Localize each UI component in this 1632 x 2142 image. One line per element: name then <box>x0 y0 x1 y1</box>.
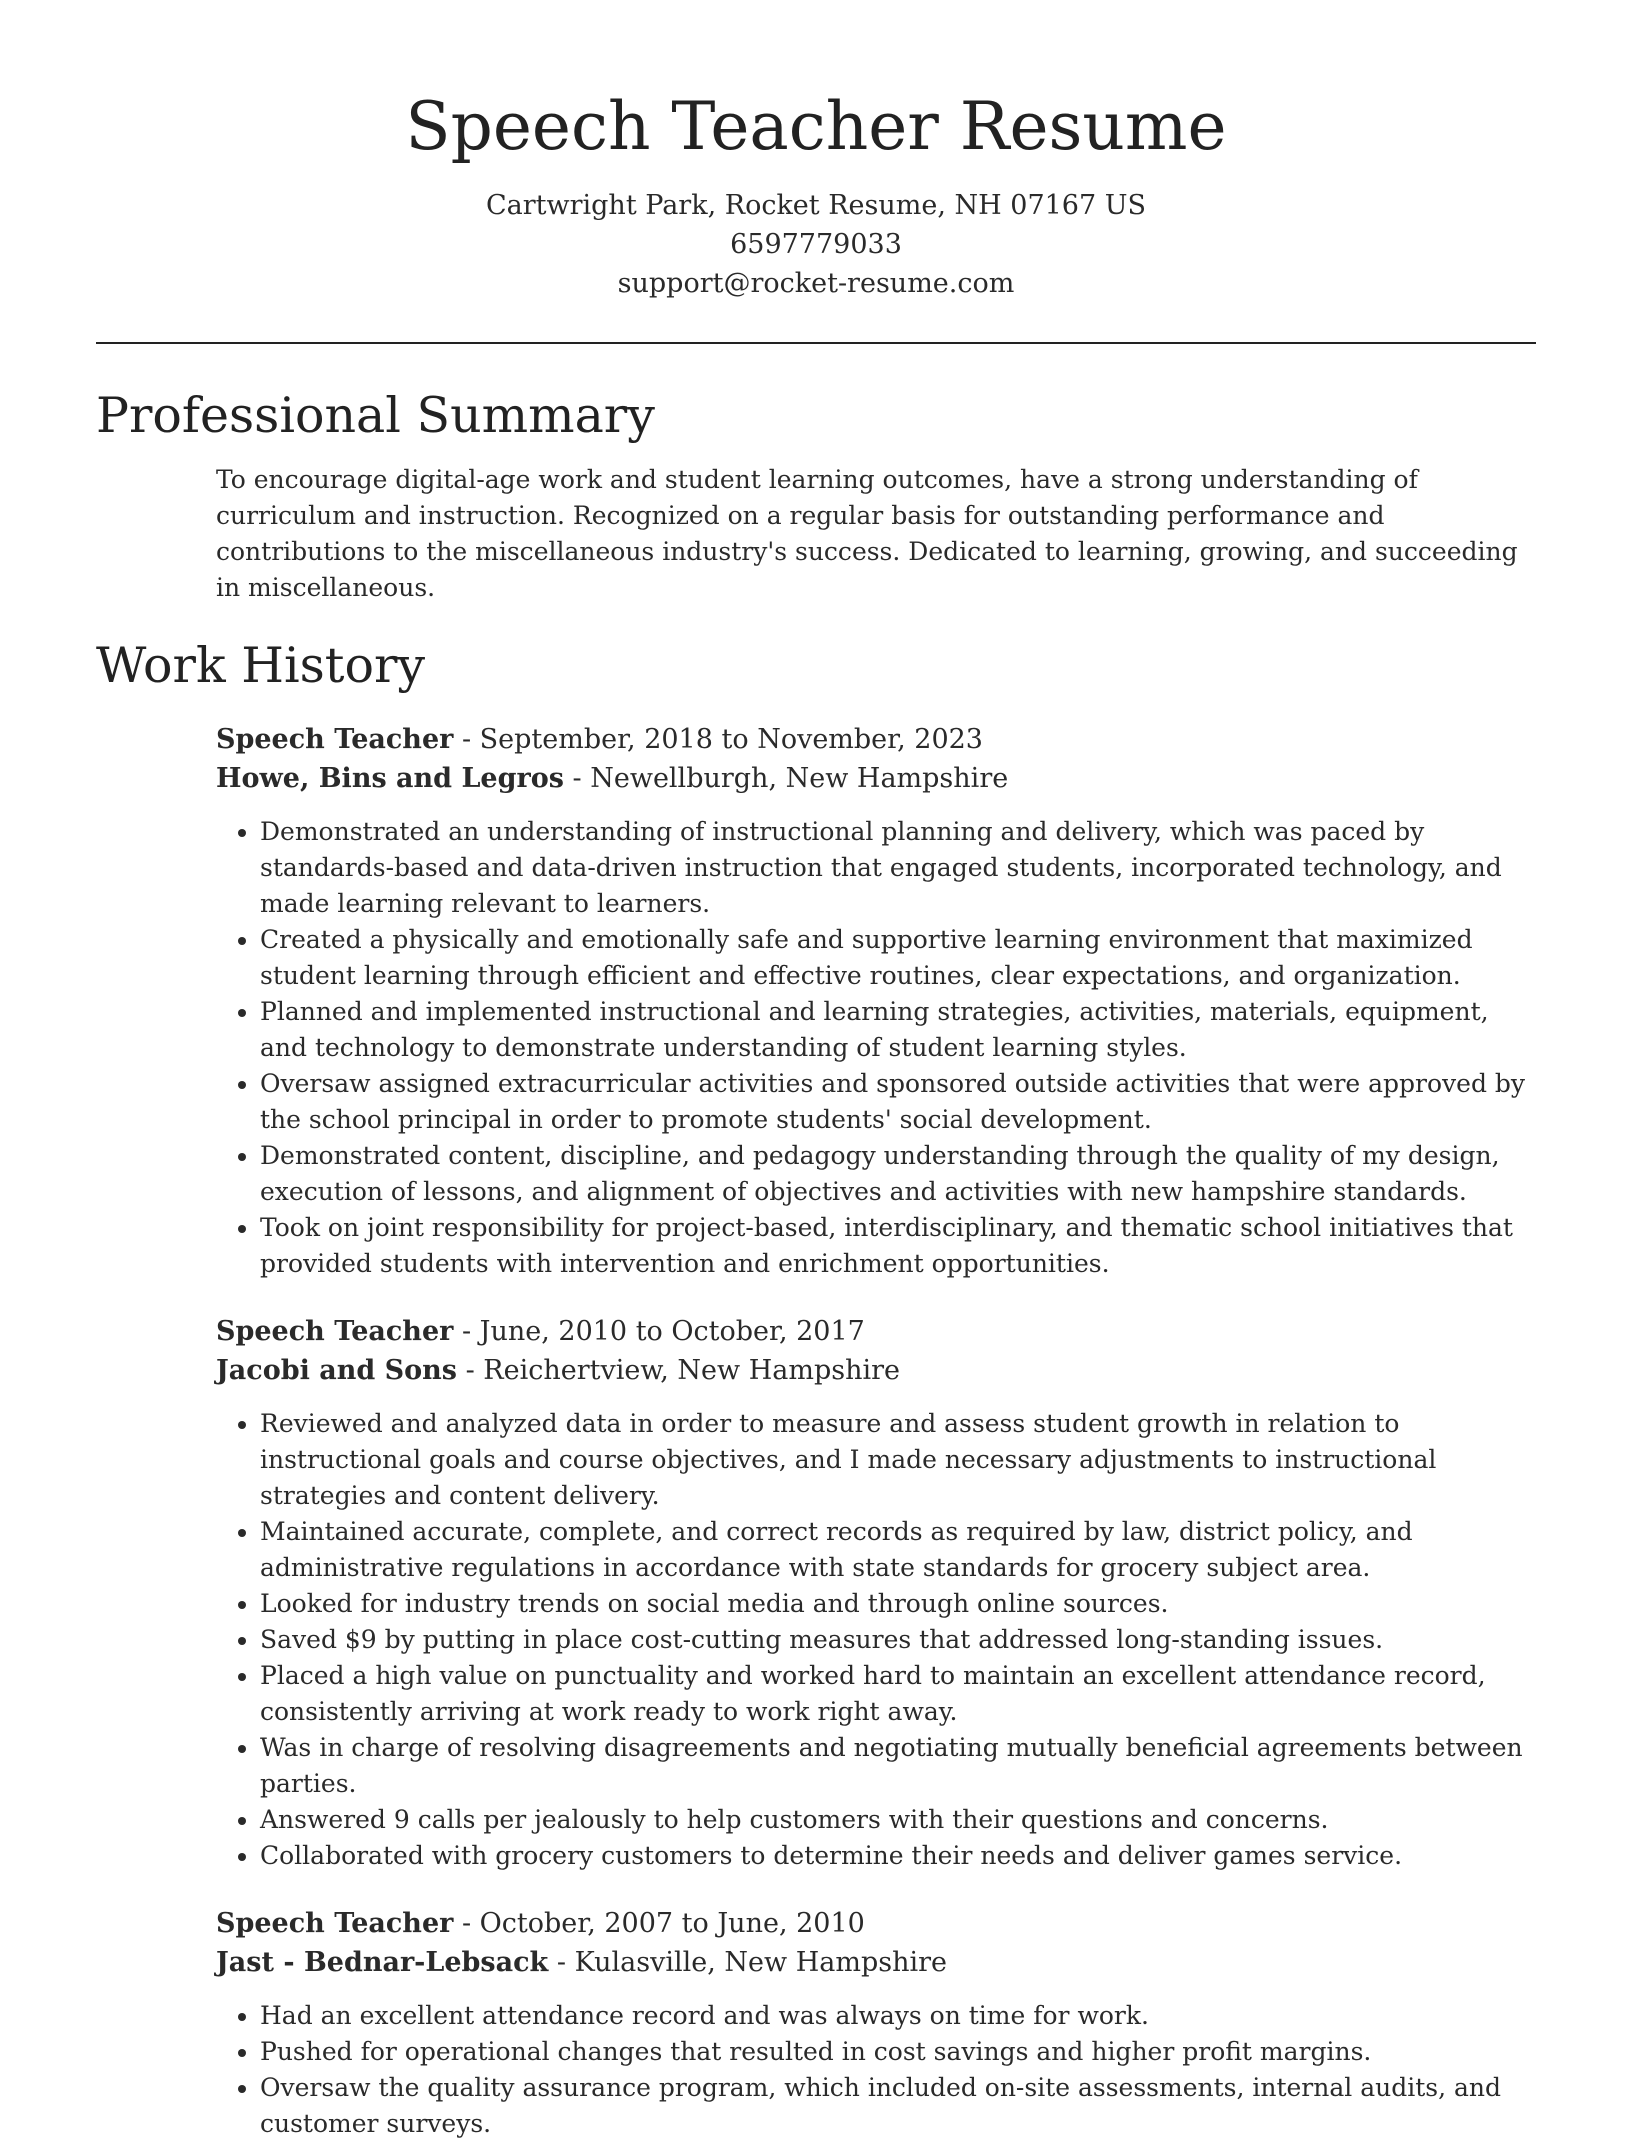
job-role-line <box>216 720 1536 759</box>
contact-address: Cartwright Park, Rocket Resume, NH 07167 US <box>485 190 1146 221</box>
contact-phone: 6597779033 <box>730 229 902 260</box>
job-bullet-list <box>216 814 1536 1282</box>
professional-summary-section <box>96 382 1536 606</box>
job-bullet: • Maintained accurate, complete, and correct records as required by law, district policy, and administrative regulations in accordance with state standards for grocery subject area. <box>260 1514 1536 1586</box>
job-bullet: • Answered 9 calls per jealously to help customers with their questions and concerns. <box>260 1802 1536 1838</box>
contact-email: support@rocket-resume.com <box>617 268 1015 299</box>
job-role-line <box>216 1312 1536 1351</box>
job-role: Speech Teacher <box>216 724 454 755</box>
job-role-line <box>216 1904 1536 1943</box>
work-history-heading: Work History <box>96 637 426 694</box>
job-bullet: • Oversaw assigned extracurricular activities and sponsored outside activities that were approved by the school principal in order to promote students' social development. <box>260 1066 1536 1138</box>
job-bullet: • Pushed for operational changes that resulted in cost savings and higher profit margins. <box>260 2034 1536 2070</box>
job-role: Speech Teacher <box>216 1316 454 1347</box>
job-bullet: • Took on joint responsibility for project-based, interdisciplinary, and thematic school initiatives that provided students with intervention and enrichment opportunities. <box>260 1210 1536 1282</box>
resume-body <box>96 382 1536 2142</box>
work-history-section <box>96 632 1536 2142</box>
summary-text: To encourage digital-age work and student learning outcomes, have a strong understanding of curriculum and instruction. Recognized on a regular basis for outstanding performance and contributions to the miscellaneous industry's success. Dedicated to learning, growing, and succeeding in miscellaneous. <box>216 465 1518 602</box>
job-bullet-list <box>216 1406 1536 1874</box>
job-location: - Newellburgh, New Hampshire <box>563 763 1009 794</box>
job-bullet: • Was in charge of resolving disagreements and negotiating mutually beneficial agreements between parties. <box>260 1730 1536 1802</box>
job-bullet: • Reviewed and analyzed data in order to measure and assess student growth in relation to instructional goals and course objectives, and I made necessary adjustments to instructional strategies and content delivery. <box>260 1406 1536 1514</box>
job-bullet: • Saved $9 by putting in place cost-cutting measures that addressed long-standing issues. <box>260 1622 1536 1658</box>
resume-title: Speech Teacher Resume <box>405 88 1227 165</box>
job-entry <box>216 720 1536 1282</box>
job-location: - Reichertview, New Hampshire <box>457 1355 901 1386</box>
job-bullet: • Oversaw the quality assurance program, which included on-site assessments, internal audits, and customer surveys. <box>260 2070 1536 2142</box>
job-dates: - October, 2007 to June, 2010 <box>453 1908 865 1939</box>
job-entry <box>216 1312 1536 1874</box>
job-bullet: • Demonstrated an understanding of instructional planning and delivery, which was paced by standards-based and data-driven instruction that engaged students, incorporated technology, and made learning relevant to learners. <box>260 814 1536 922</box>
job-bullet: • Placed a high value on punctuality and worked hard to maintain an excellent attendance record, consistently arriving at work ready to work right away. <box>260 1658 1536 1730</box>
header-divider <box>96 342 1536 344</box>
job-role: Speech Teacher <box>216 1908 454 1939</box>
job-location: - Kulasville, New Hampshire <box>548 1947 948 1978</box>
job-bullet: • Demonstrated content, discipline, and pedagogy understanding through the quality of my design, execution of lessons, and alignment of objectives and activities with new hampshire standards. <box>260 1138 1536 1210</box>
job-company: Howe, Bins and Legros <box>216 763 564 794</box>
job-entry <box>216 1904 1536 2142</box>
job-company-line <box>216 759 1536 798</box>
job-bullet: • Collaborated with grocery customers to determine their needs and deliver games service. <box>260 1838 1536 1874</box>
job-bullet: • Had an excellent attendance record and was always on time for work. <box>260 1998 1536 2034</box>
job-bullet: • Looked for industry trends on social media and through online sources. <box>260 1586 1536 1622</box>
job-bullet: • Planned and implemented instructional and learning strategies, activities, materials, equipment, and technology to demonstrate understanding of student learning styles. <box>260 994 1536 1066</box>
job-bullet: • Created a physically and emotionally safe and supportive learning environment that maximized student learning through efficient and effective routines, clear expectations, and organization. <box>260 922 1536 994</box>
job-company: Jacobi and Sons <box>216 1355 457 1386</box>
job-company-line <box>216 1351 1536 1390</box>
resume-header <box>96 82 1536 303</box>
job-company: Jast - Bednar-Lebsack <box>216 1947 549 1978</box>
job-dates: - September, 2018 to November, 2023 <box>453 724 983 755</box>
job-company-line <box>216 1943 1536 1982</box>
summary-heading: Professional Summary <box>96 387 655 444</box>
job-bullet-list <box>216 1998 1536 2142</box>
job-dates: - June, 2010 to October, 2017 <box>453 1316 865 1347</box>
